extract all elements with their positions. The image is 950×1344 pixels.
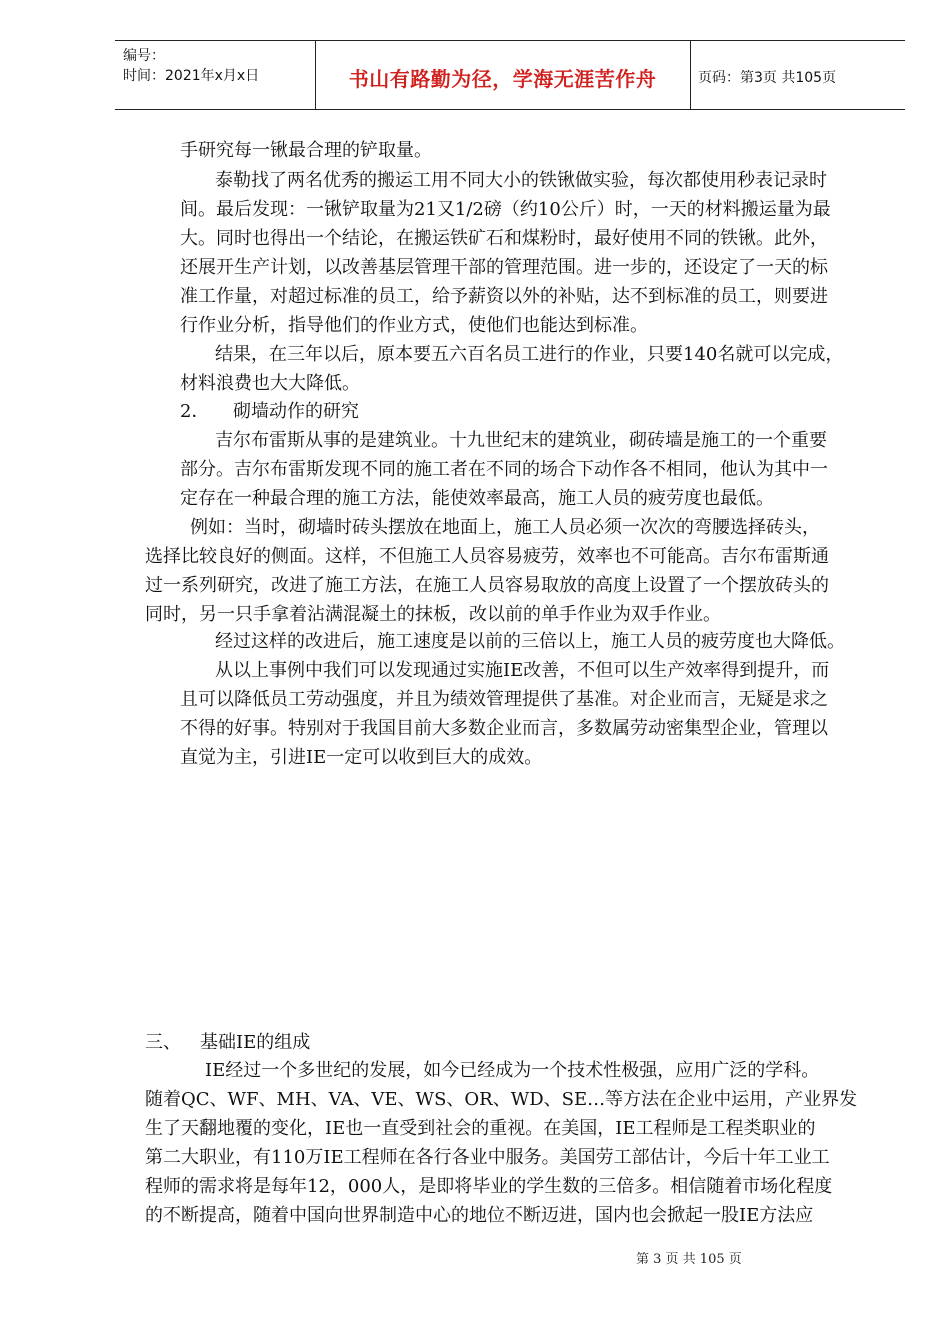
page-footer: 第 3 页 共 105 页	[636, 1252, 742, 1267]
paragraph-line: 经过这样的改进后，施工速度是以前的三倍以上，施工人员的疲劳度也大降低。	[215, 631, 845, 652]
paragraph-line: 吉尔布雷斯从事的是建筑业。十九世纪末的建筑业，砌砖墙是施工的一个重要	[215, 430, 827, 451]
paragraph-line: 第二大职业，有110万IE工程师在各行各业中服务。美国劳工部估计，今后十年工业工	[145, 1147, 830, 1168]
paragraph-line: 生了天翻地覆的变化，IE也一直受到社会的重视。在美国，IE工程师是工程类职业的	[145, 1118, 816, 1139]
paragraph-line: 同时，另一只手拿着沾满混凝土的抹板，改以前的单手作业为双手作业。	[145, 604, 721, 625]
header-page-label: 页码：第3页 共105页	[698, 70, 837, 86]
paragraph-line: 泰勒找了两名优秀的搬运工用不同大小的铁锹做实验，每次都使用秒表记录时	[215, 170, 827, 191]
time-label: 时间：2021年x月x日	[123, 68, 260, 84]
section-number: 三、	[145, 1032, 181, 1053]
page-header	[115, 40, 905, 110]
paragraph-line: 材料浪费也大大降低。	[180, 373, 360, 394]
paragraph-line: 程师的需求将是每年12，000人，是即将毕业的学生数的三倍多。相信随着市场化程度	[145, 1176, 833, 1197]
paragraph-line: 直觉为主，引进IE一定可以收到巨大的成效。	[180, 747, 543, 768]
paragraph-line: 且可以降低员工劳动强度，并且为绩效管理提供了基准。对企业而言，无疑是求之	[180, 689, 828, 710]
header-motto: 书山有路勤为径，学海无涯苦作舟	[348, 67, 657, 91]
paragraph-line: 还展开生产计划，以改善基层管理干部的管理范围。进一步的，还设定了一天的标	[180, 257, 828, 278]
paragraph-line: 部分。吉尔布雷斯发现不同的施工者在不同的场合下动作各不相同，他认为其中一	[180, 459, 828, 480]
paragraph-line: 手研究每一锹最合理的铲取量。	[180, 140, 432, 161]
header-page-cell	[690, 41, 905, 109]
paragraph-line: 大。同时也得出一个结论，在搬运铁矿石和煤粉时，最好使用不同的铁锹。此外，	[180, 228, 828, 249]
serial-label: 编号：	[123, 48, 165, 64]
paragraph-line: 结果，在三年以后，原本要五六百名员工进行的作业，只要140名就可以完成，	[215, 344, 844, 365]
paragraph-line: 行作业分析，指导他们的作业方式，使他们也能达到标准。	[180, 315, 648, 336]
paragraph-line: 随着QC、WF、MH、VA、VE、WS、OR、WD、SE…等方法在企业中运用，产业界发	[145, 1089, 858, 1110]
paragraph-line: 间。最后发现：一锹铲取量为21又1/2磅（约10公斤）时，一天的材料搬运量为最	[180, 199, 831, 220]
paragraph-line: 的不断提高，随着中国向世界制造中心的地位不断迈进，国内也会掀起一股IE方法应	[145, 1205, 814, 1226]
paragraph-line: 准工作量，对超过标准的员工，给予薪资以外的补贴，达不到标准的员工，则要进	[180, 286, 828, 307]
section-number: 2．	[180, 401, 210, 422]
header-motto-cell	[315, 41, 691, 109]
paragraph-line: 选择比较良好的侧面。这样，不但施工人员容易疲劳，效率也不可能高。吉尔布雷斯通	[145, 546, 829, 567]
paragraph-line: IE经过一个多世纪的发展，如今已经成为一个技术性极强，应用广泛的学科。	[205, 1060, 820, 1081]
paragraph-line: 例如：当时，砌墙时砖头摆放在地面上，施工人员必须一次次的弯腰选择砖头，	[190, 517, 820, 538]
paragraph-line: 过一系列研究，改进了施工方法，在施工人员容易取放的高度上设置了一个摆放砖头的	[145, 575, 829, 596]
header-meta-cell	[115, 41, 316, 109]
section-title: 砌墙动作的研究	[233, 401, 359, 422]
paragraph-line: 不得的好事。特别对于我国目前大多数企业而言，多数属劳动密集型企业，管理以	[180, 718, 828, 739]
paragraph-line: 定存在一种最合理的施工方法，能使效率最高，施工人员的疲劳度也最低。	[180, 488, 774, 509]
section-title: 基础IE的组成	[200, 1032, 311, 1053]
paragraph-line: 从以上事例中我们可以发现通过实施IE改善，不但可以生产效率得到提升，而	[215, 660, 830, 681]
